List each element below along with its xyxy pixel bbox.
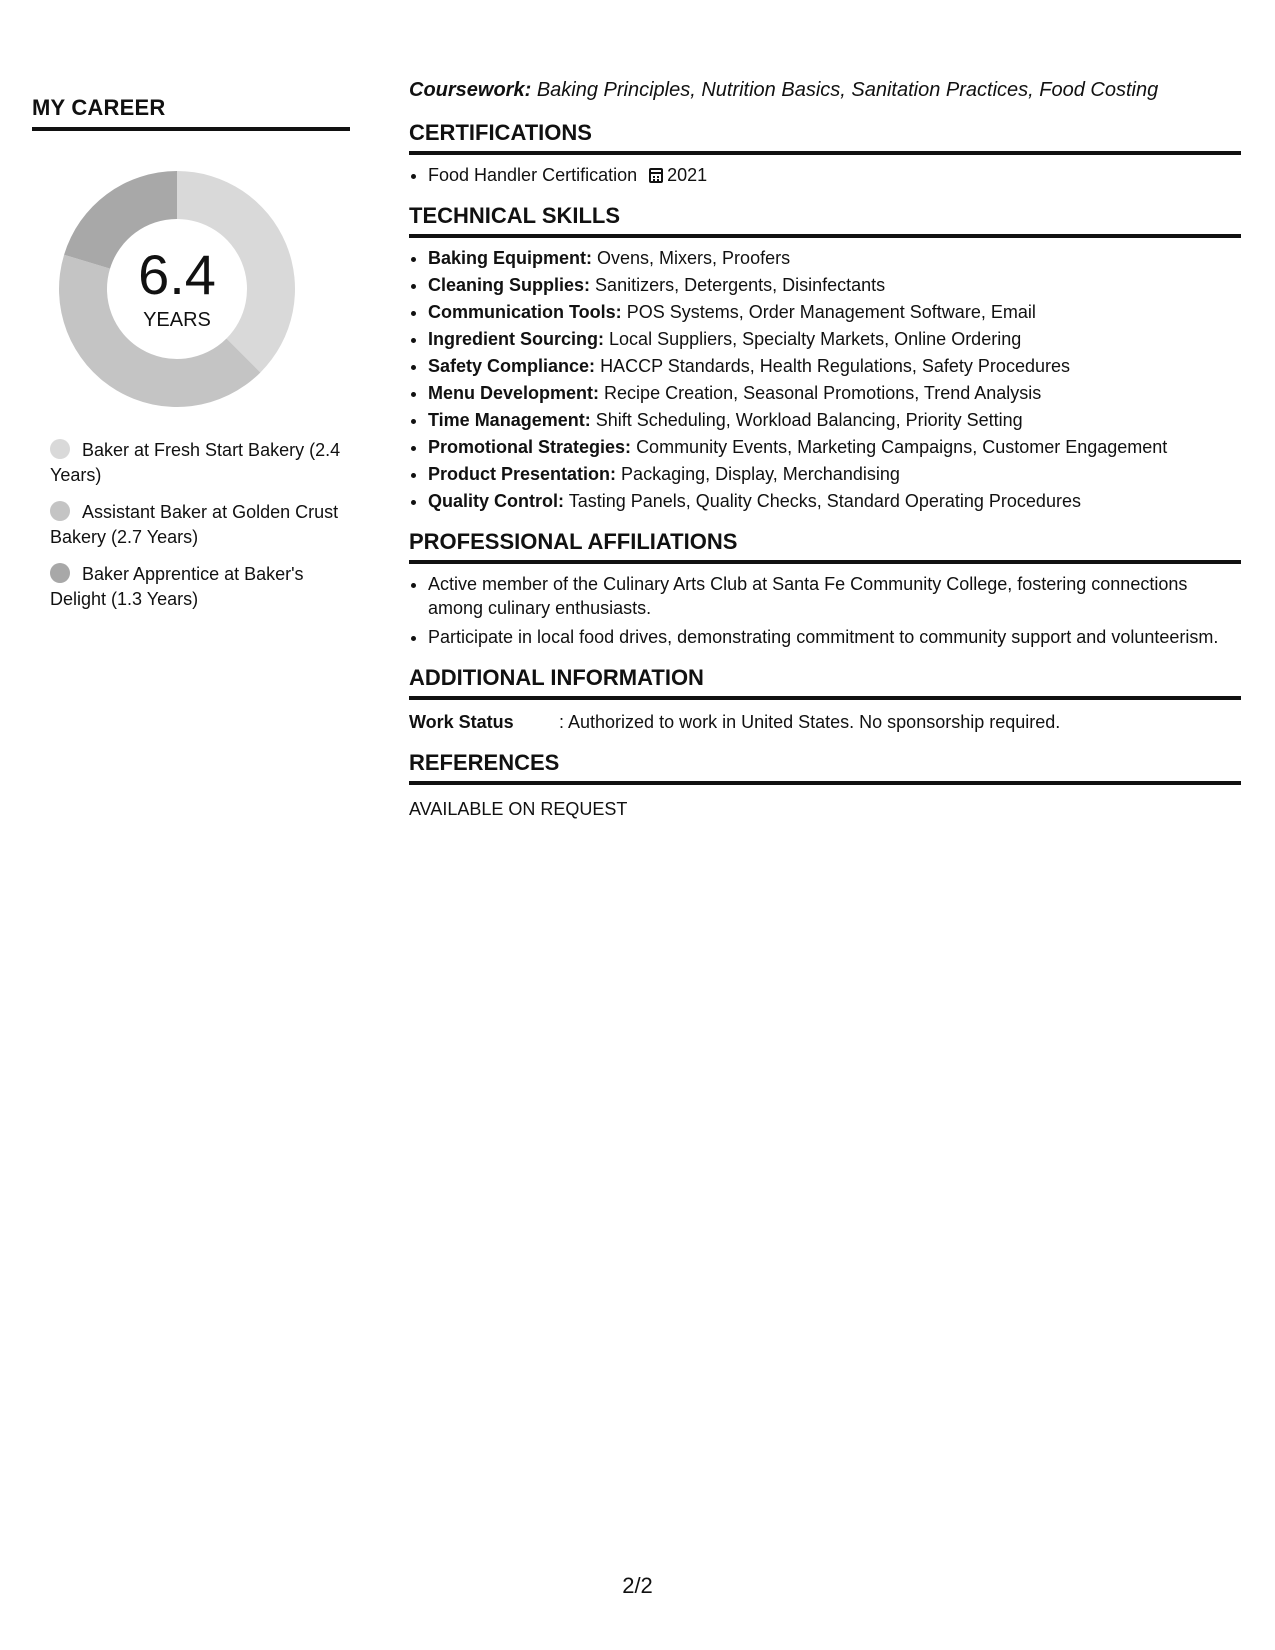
career-legend — [50, 438, 350, 612]
skill-label: Promotional Strategies: — [428, 437, 632, 457]
skill-item — [428, 435, 1241, 459]
donut-center — [52, 164, 302, 414]
legend-label: Baker at Fresh Start Bakery (2.4 Years) — [50, 440, 341, 485]
skill-value: HACCP Standards, Health Regulations, Safety Procedures — [600, 356, 1070, 376]
work-status-key: Work Status — [409, 712, 514, 732]
skill-label: Safety Compliance: — [428, 356, 596, 376]
skill-label: Cleaning Supplies: — [428, 275, 591, 295]
skill-label: Time Management: — [428, 410, 591, 430]
references-title: REFERENCES — [409, 750, 1241, 785]
skill-item — [428, 408, 1241, 432]
references-text: AVAILABLE ON REQUEST — [409, 799, 628, 819]
career-sidebar — [32, 95, 350, 624]
technical-skills-section — [409, 203, 1241, 513]
certification-name: Food Handler Certification — [428, 165, 638, 185]
skill-label: Menu Development: — [428, 383, 600, 403]
total-years-value: 6.4 — [138, 242, 216, 306]
total-years-unit: YEARS — [143, 308, 211, 331]
skill-item — [428, 246, 1241, 270]
additional-info-section — [409, 665, 1241, 734]
skill-item — [428, 462, 1241, 486]
skill-value: Tasting Panels, Quality Checks, Standard Operating Procedures — [568, 491, 1081, 511]
affiliation-item: • Active member of the Culinary Arts Club at Santa Fe Community College, fostering connections among culinary enthusiasts. — [428, 572, 1241, 620]
skill-value: Local Suppliers, Specialty Markets, Online Ordering — [609, 329, 1022, 349]
certification-item — [428, 163, 1241, 187]
affiliation-item: • Participate in local food drives, demonstrating commitment to community support and volunteerism. — [428, 625, 1241, 649]
legend-dot-icon — [50, 439, 70, 459]
coursework-value: Baking Principles, Nutrition Basics, Sanitation Practices, Food Costing — [536, 79, 1159, 101]
calendar-icon — [649, 168, 663, 183]
certifications-list — [409, 163, 1241, 187]
legend-item — [50, 438, 350, 488]
skill-item — [428, 300, 1241, 324]
skill-value: Shift Scheduling, Workload Balancing, Priority Setting — [595, 410, 1023, 430]
legend-item — [50, 500, 350, 550]
skill-value: Packaging, Display, Merchandising — [621, 464, 900, 484]
skill-item — [428, 273, 1241, 297]
skill-label: Product Presentation: — [428, 464, 617, 484]
references-section — [409, 750, 1241, 821]
career-donut-chart — [52, 164, 302, 414]
skill-label: Baking Equipment: — [428, 248, 593, 268]
skill-value: POS Systems, Order Management Software, Email — [626, 302, 1036, 322]
legend-label: Baker Apprentice at Baker's Delight (1.3 Years) — [50, 564, 304, 609]
skill-value: Sanitizers, Detergents, Disinfectants — [595, 275, 886, 295]
additional-info-title: ADDITIONAL INFORMATION — [409, 665, 1241, 700]
skill-label: Communication Tools: — [428, 302, 622, 322]
skill-item — [428, 489, 1241, 513]
page-number: 2/2 — [622, 1573, 653, 1598]
legend-dot-icon — [50, 563, 70, 583]
skill-value: Recipe Creation, Seasonal Promotions, Trend Analysis — [604, 383, 1042, 403]
legend-dot-icon — [50, 501, 70, 521]
skill-item — [428, 327, 1241, 351]
affiliations-list — [409, 572, 1241, 649]
skill-label: Ingredient Sourcing: — [428, 329, 605, 349]
legend-item — [50, 562, 350, 612]
main-column — [409, 76, 1241, 837]
certifications-section — [409, 120, 1241, 187]
skill-value: Ovens, Mixers, Proofers — [597, 248, 791, 268]
coursework-label: Coursework: — [409, 79, 532, 101]
technical-skills-title: TECHNICAL SKILLS — [409, 203, 1241, 238]
affiliations-section — [409, 529, 1241, 649]
skill-item — [428, 381, 1241, 405]
career-title: MY CAREER — [32, 95, 350, 131]
affiliations-title: PROFESSIONAL AFFILIATIONS — [409, 529, 1241, 564]
work-status-value: : Authorized to work in United States. No sponsorship required. — [559, 712, 1061, 732]
certification-year: 2021 — [667, 165, 708, 185]
legend-label: Assistant Baker at Golden Crust Bakery (2.7 Years) — [50, 502, 339, 547]
certifications-title: CERTIFICATIONS — [409, 120, 1241, 155]
skill-item — [428, 354, 1241, 378]
skill-value: Community Events, Marketing Campaigns, Customer Engagement — [636, 437, 1168, 457]
work-status-row — [409, 710, 1241, 734]
skills-list — [409, 246, 1241, 513]
skill-label: Quality Control: — [428, 491, 564, 511]
coursework-line — [409, 76, 1241, 104]
